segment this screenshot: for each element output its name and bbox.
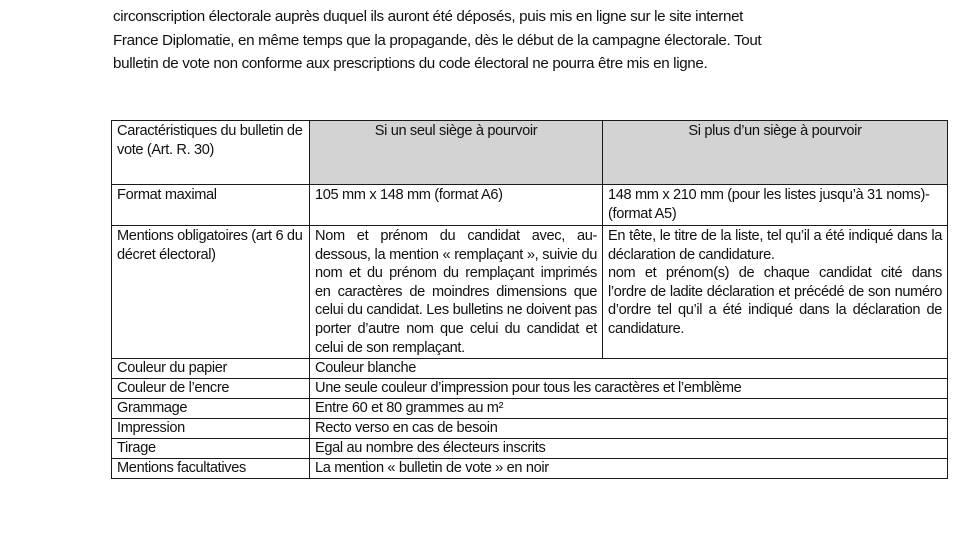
row-value: Egal au nombre des électeurs inscrits xyxy=(310,439,948,459)
row-value: Entre 60 et 80 grammes au m² xyxy=(310,399,948,419)
paragraph-line: bulletin de vote non conforme aux prescriptions du code électoral ne pourra être mis en ligne. xyxy=(113,55,708,72)
format-single-value: 105 mm x 148 mm (format A6) xyxy=(310,185,603,226)
table-row-ink-color xyxy=(112,379,948,399)
table-row-optional-mentions xyxy=(112,459,948,479)
intro-paragraph xyxy=(113,5,893,76)
format-multiple-value: 148 mm x 210 mm (pour les listes jusqu’à 31 noms)-(format A5) xyxy=(603,185,948,226)
header-multiple-seats: Si plus d’un siège à pourvoir xyxy=(603,121,948,185)
paragraph-line: France Diplomatie, en même temps que la propagande, dès le début de la campagne électorale. Tout xyxy=(113,31,762,49)
mentions-multiple-value xyxy=(603,226,948,359)
table-row-printing xyxy=(112,419,948,439)
row-label: Couleur de l’encre xyxy=(112,379,310,399)
row-label: Impression xyxy=(112,419,310,439)
row-value: La mention « bulletin de vote » en noir xyxy=(310,459,948,479)
table-row-paper-color xyxy=(112,359,948,379)
table-row-format xyxy=(112,185,948,226)
mentions-multiple-line: En tête, le titre de la liste, tel qu’il a été indiqué dans la déclaration de candidature. xyxy=(608,228,942,263)
table-header-row xyxy=(112,121,948,185)
table-row-grammage xyxy=(112,399,948,419)
row-value: Couleur blanche xyxy=(310,359,948,379)
header-characteristics: Caractéristiques du bulletin de vote (Art. R. 30) xyxy=(112,121,310,185)
row-label: Tirage xyxy=(112,439,310,459)
row-value: Une seule couleur d’impression pour tous les caractères et l’emblème xyxy=(310,379,948,399)
mentions-single-value: Nom et prénom du candidat avec, au-dessous, la mention « remplaçant », suivie du nom et du prénom du remplaçant imprimés en caractères de moindres dimensions que celui du candidat. Les bulletins ne doivent pas porter d’autre nom que celui du candidat et celui de son remplaçant. xyxy=(310,226,603,359)
header-single-seat: Si un seul siège à pourvoir xyxy=(310,121,603,185)
row-label: Format maximal xyxy=(112,185,310,226)
paragraph-line: circonscription électorale auprès duquel ils auront été déposés, puis mis en ligne sur le site internet xyxy=(113,8,744,25)
row-label: Grammage xyxy=(112,399,310,419)
table-row-mentions xyxy=(112,226,948,359)
ballot-specifications-table xyxy=(111,120,948,479)
table-row-print-run xyxy=(112,439,948,459)
row-label: Mentions facultatives xyxy=(112,459,310,479)
row-label: Couleur du papier xyxy=(112,359,310,379)
row-value: Recto verso en cas de besoin xyxy=(310,419,948,439)
row-label: Mentions obligatoires (art 6 du décret électoral) xyxy=(112,226,310,359)
mentions-multiple-line: nom et prénom(s) de chaque candidat cité dans l’ordre de ladite déclaration et précédé de son numéro d’ordre tel qu’il a été indiqué dans la déclaration de candidature. xyxy=(608,265,942,337)
